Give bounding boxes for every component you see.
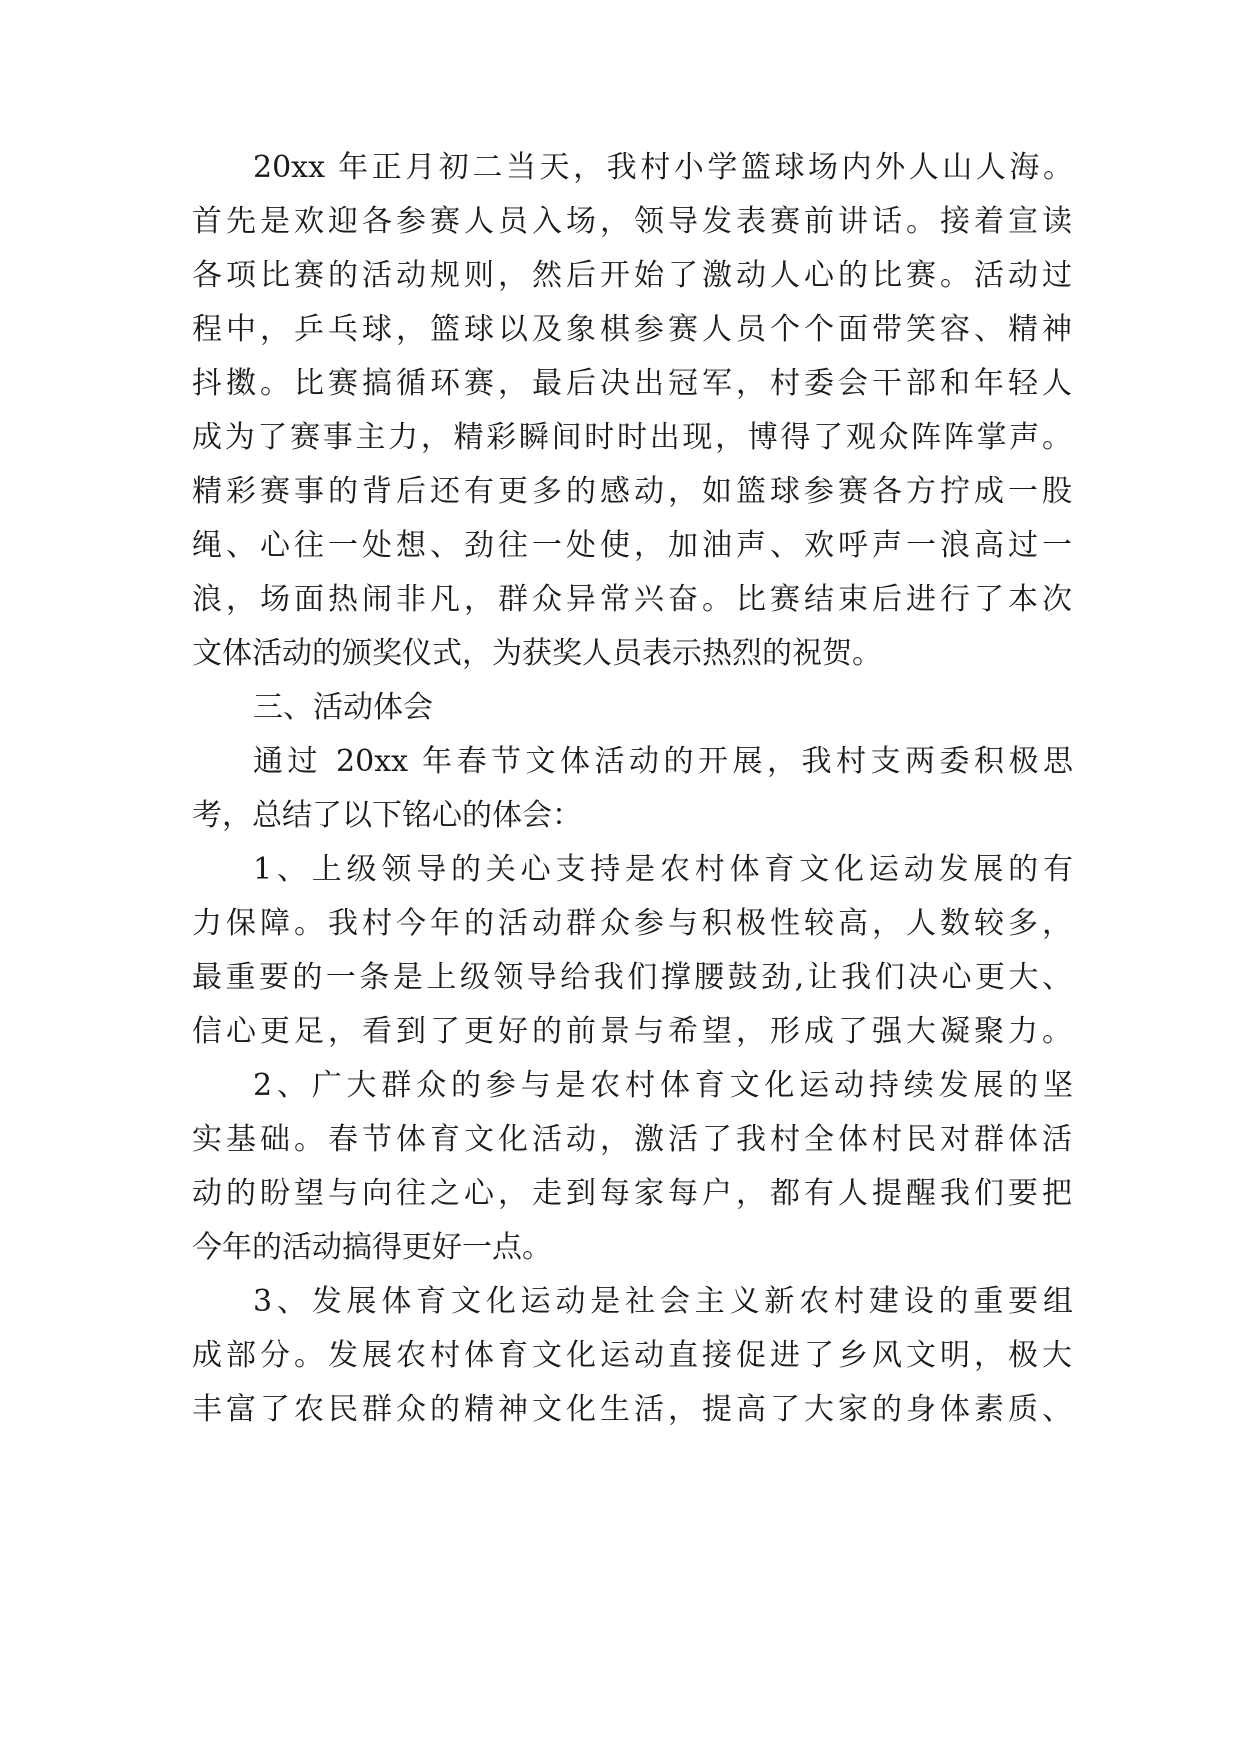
- paragraph-line: 精彩赛事的背后还有更多的感动，如篮球参赛各方拧成一股: [192, 474, 1072, 509]
- paragraph-line: 信心更足，看到了更好的前景与希望，形成了强大凝聚力。: [192, 1014, 1072, 1049]
- section-heading: 三、活动体会: [253, 690, 433, 725]
- paragraph-line: 力保障。我村今年的活动群众参与积极性较高，人数较多，: [192, 906, 1072, 941]
- paragraph-line: 成部分。发展农村体育文化运动直接促进了乡风文明，极大: [192, 1338, 1072, 1373]
- paragraph-line: 20xx 年正月初二当天，我村小学篮球场内外人山人海。: [253, 150, 1073, 185]
- paragraph-line: 实基础。春节体育文化活动，激活了我村全体村民对群体活: [192, 1122, 1072, 1157]
- paragraph-line: 通过 20xx 年春节文体活动的开展，我村支两委积极思: [253, 744, 1073, 779]
- paragraph-line: 丰富了农民群众的精神文化生活，提高了大家的身体素质、: [192, 1392, 1072, 1427]
- paragraph-line: 成为了赛事主力，精彩瞬间时时出现，博得了观众阵阵掌声。: [192, 420, 1072, 455]
- paragraph-line: 考，总结了以下铭心的体会：: [192, 798, 582, 833]
- paragraph-line: 动的盼望与向往之心，走到每家每户，都有人提醒我们要把: [192, 1176, 1072, 1211]
- paragraph-line: 今年的活动搞得更好一点。: [192, 1230, 552, 1265]
- paragraph-line: 2、广大群众的参与是农村体育文化运动持续发展的坚: [253, 1068, 1073, 1103]
- paragraph-line: 首先是欢迎各参赛人员入场，领导发表赛前讲话。接着宣读: [192, 204, 1072, 239]
- paragraph-line: 浪，场面热闹非凡，群众异常兴奋。比赛结束后进行了本次: [192, 582, 1072, 617]
- paragraph-line: 最重要的一条是上级领导给我们撑腰鼓劲,让我们决心更大、: [192, 960, 1072, 995]
- paragraph-line: 3、发展体育文化运动是社会主义新农村建设的重要组: [253, 1284, 1073, 1319]
- paragraph-line: 绳、心往一处想、劲往一处使，加油声、欢呼声一浪高过一: [192, 528, 1072, 563]
- paragraph-line: 文体活动的颁奖仪式，为获奖人员表示热烈的祝贺。: [192, 636, 882, 671]
- paragraph-line: 抖擞。比赛搞循环赛，最后决出冠军，村委会干部和年轻人: [192, 366, 1072, 401]
- paragraph-line: 程中，乒乓球，篮球以及象棋参赛人员个个面带笑容、精神: [192, 312, 1072, 347]
- paragraph-line: 1、上级领导的关心支持是农村体育文化运动发展的有: [253, 852, 1073, 887]
- paragraph-line: 各项比赛的活动规则，然后开始了激动人心的比赛。活动过: [192, 258, 1072, 293]
